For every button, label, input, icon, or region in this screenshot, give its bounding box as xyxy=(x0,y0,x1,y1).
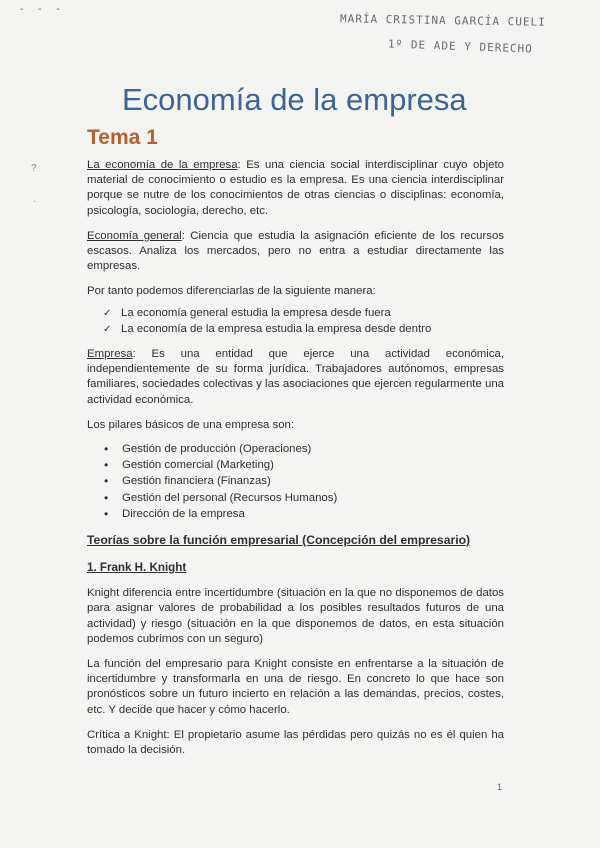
document-subtitle: Tema 1 xyxy=(87,126,158,149)
paragraph-knight-funcion: La función del empresario para Knight consiste en enfrentarse a la situación de incertidumbre y transformarla en una de riesgo. En concreto lo que hace son pronósticos sobre un futuro incierto en relación a las demandas, precios, costes, etc. Y decide que hacer y cómo hacerlo. xyxy=(87,658,504,716)
definition-text: : Ciencia que estudia la asignación eficiente de los recursos escasos. Analiza los mercados, pero no entra a estudiar directamente las empresas. xyxy=(87,229,504,273)
paragraph-intro-diferencias: Por tanto podemos diferenciarlas de la siguiente manera: xyxy=(87,285,376,298)
term-economia-empresa: La economía de la empresa xyxy=(87,159,238,171)
section-heading: Teorías sobre la función empresarial (Concepción del empresario) xyxy=(87,533,471,548)
handwritten-course: 1º DE ADE Y DERECHO xyxy=(387,37,534,56)
definition-text: : Es una entidad que ejerce una actividad económica, independientemente de su forma jurídica. Trabajadores autónomos, empresas familiares, sociedades colectivas y las asociaciones que ejercen regularmente una actividad económica. xyxy=(87,348,504,406)
list-item xyxy=(87,322,504,337)
corner-marks: - - - xyxy=(20,4,66,15)
list-item-text: Gestión del personal (Recursos Humanos) xyxy=(122,491,338,504)
margin-mark: ? xyxy=(31,163,37,174)
list-item-text: La economía general estudia la empresa desde fuera xyxy=(121,306,391,319)
list-item-text: Gestión financiera (Finanzas) xyxy=(122,475,271,488)
bullet-icon: • xyxy=(104,490,109,505)
paragraph-knight-incertidumbre: Knight diferencia entre incertidumbre (situación en la que no disponemos de datos para asignar valores de probabilidad a los posibles resultados futuros de una actividad) y riesgo (situación en la que disponemos de datos, en esta situación podemos cubrirnos con un seguro) xyxy=(87,587,504,645)
handwritten-name: MARÍA CRISTINA GARCÍA CUELI xyxy=(339,12,546,29)
differences-list xyxy=(87,306,504,337)
bullet-icon: • xyxy=(104,474,109,489)
list-item xyxy=(87,474,504,489)
list-item-text: La economía de la empresa estudia la empresa desde dentro xyxy=(121,322,432,335)
bullet-icon: • xyxy=(104,442,109,457)
bullet-icon: • xyxy=(104,458,109,473)
list-item xyxy=(87,491,504,506)
paragraph-economia-general xyxy=(87,229,504,275)
document-title: Economía de la empresa xyxy=(122,82,467,117)
check-icon: ✓ xyxy=(103,323,112,335)
document-body xyxy=(87,158,504,768)
sub-heading-knight: 1. Frank H. Knight xyxy=(87,561,187,575)
paragraph-economia-empresa xyxy=(87,158,504,219)
list-item-text: Gestión de producción (Operaciones) xyxy=(122,443,312,456)
list-item xyxy=(87,442,504,457)
check-icon: ✓ xyxy=(103,307,112,319)
list-item xyxy=(87,458,504,473)
list-item xyxy=(87,306,504,321)
pillars-list xyxy=(87,442,504,522)
page-number: 1 xyxy=(497,782,503,792)
list-item xyxy=(87,507,504,522)
paragraph-knight-critica: Crítica a Knight: El propietario asume las pérdidas pero quizás no es él quien ha tomado la decisión. xyxy=(87,728,504,757)
list-item-text: Gestión comercial (Marketing) xyxy=(122,459,274,472)
margin-mark: · xyxy=(33,196,37,207)
term-economia-general: Economía general xyxy=(87,229,182,242)
term-empresa: Empresa xyxy=(87,348,133,361)
definition-text: : Es una ciencia social interdisciplinar cuyo objeto material de conocimiento o estudio es la empresa. Es una ciencia interdisciplinar porque se nutre de los conocimientos de otras ciencias o disciplinas: economía, psicología, sociología, derecho, etc. xyxy=(87,159,504,217)
list-item-text: Dirección de la empresa xyxy=(122,507,245,520)
bullet-icon: • xyxy=(104,506,109,521)
paragraph-empresa xyxy=(87,347,504,408)
paragraph-pilares-intro: Los pilares básicos de una empresa son: xyxy=(87,418,295,431)
